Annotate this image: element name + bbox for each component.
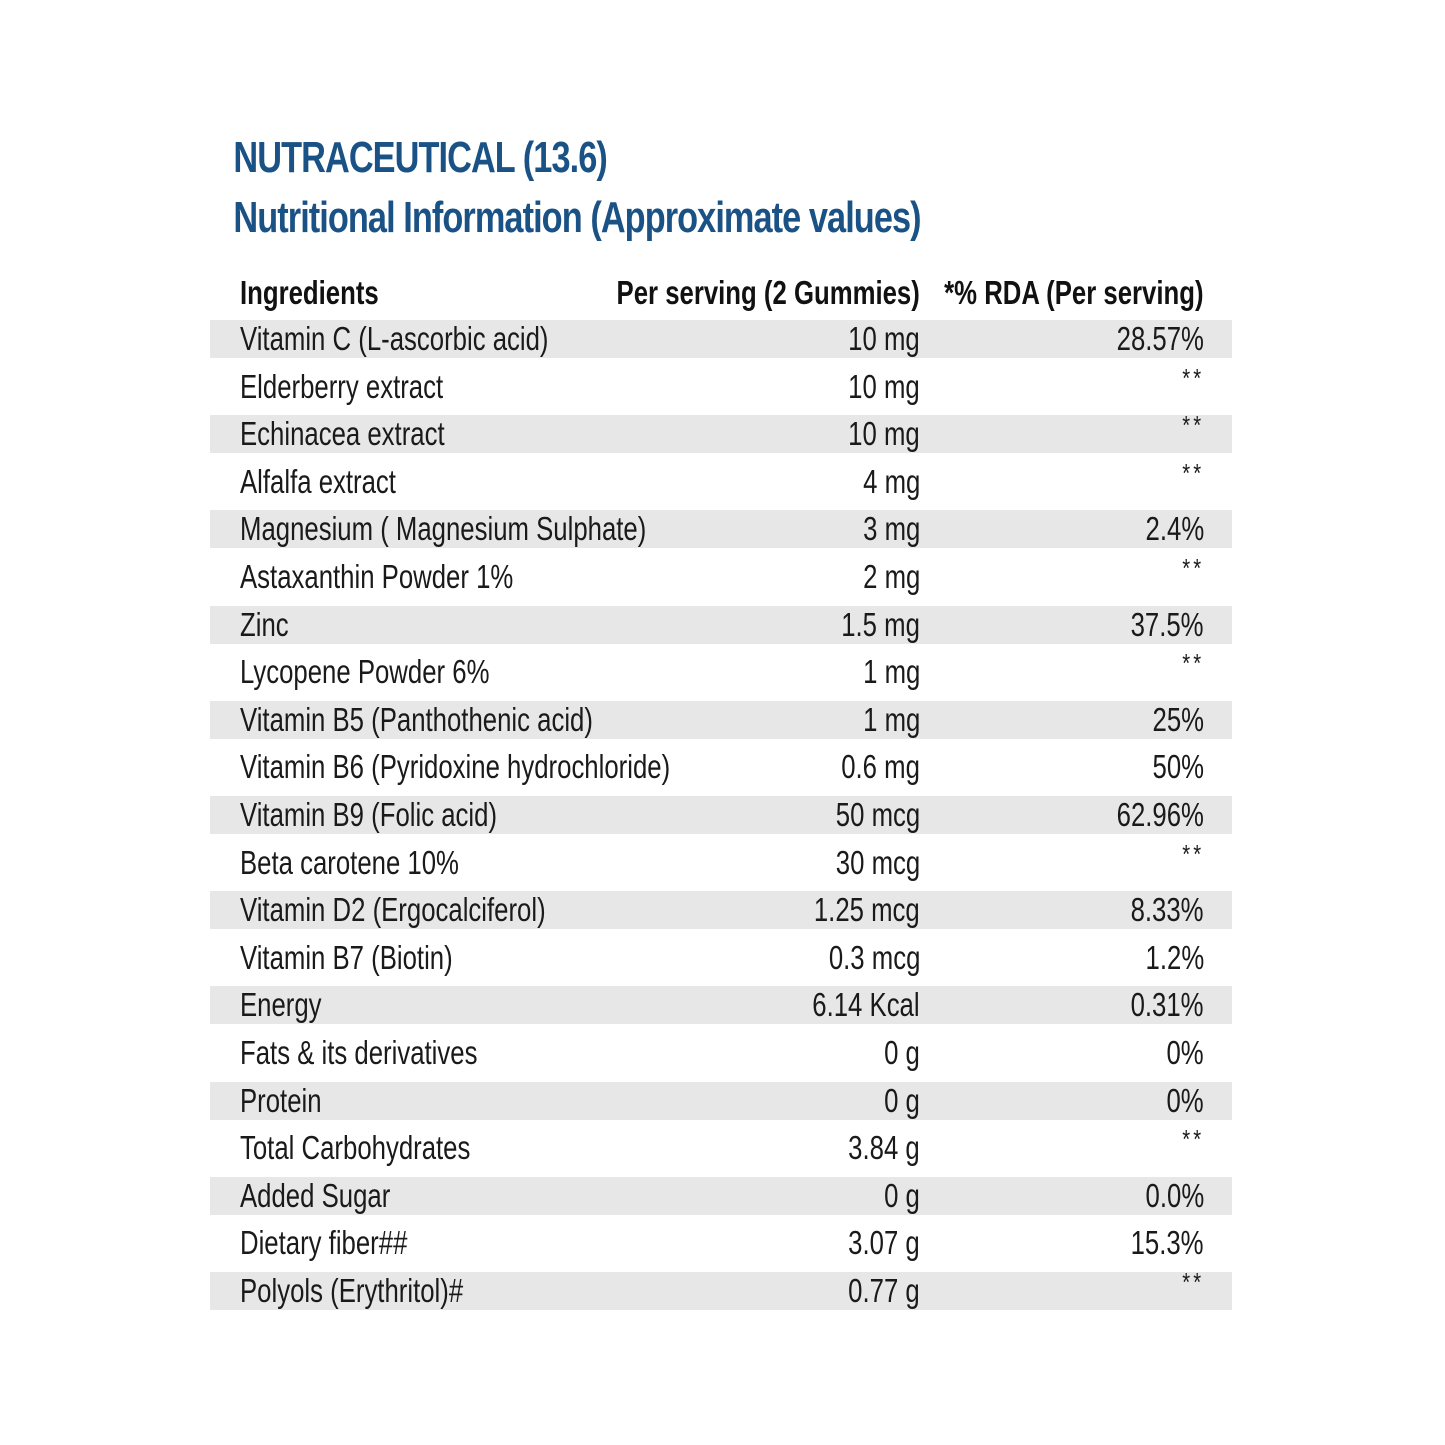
per-serving-amount: 10 mg bbox=[848, 415, 920, 453]
row-shade-band bbox=[210, 1082, 1232, 1120]
per-serving-amount: 3 mg bbox=[862, 510, 920, 548]
ingredient-name: Alfalfa extract bbox=[240, 462, 396, 500]
ingredient-name: Echinacea extract bbox=[240, 415, 445, 453]
rda-percent: ** bbox=[1181, 648, 1204, 679]
rda-percent: 1.2% bbox=[1145, 938, 1204, 976]
nutrition-panel bbox=[210, 128, 1232, 1315]
ingredient-name: Total Carbohydrates bbox=[240, 1129, 471, 1167]
ingredient-name: Vitamin B5 (Panthothenic acid) bbox=[240, 700, 593, 738]
table-row bbox=[210, 411, 1232, 459]
table-row bbox=[210, 840, 1232, 888]
rda-percent: ** bbox=[1181, 457, 1204, 488]
rda-percent: ** bbox=[1181, 552, 1204, 583]
table-row bbox=[210, 935, 1232, 983]
nutrition-heading: Nutritional Information (Approximate values) bbox=[233, 193, 921, 242]
rda-percent: ** bbox=[1181, 362, 1204, 393]
ingredient-name: Energy bbox=[240, 986, 322, 1024]
rda-percent: 0.0% bbox=[1145, 1176, 1204, 1214]
rda-percent: 25% bbox=[1152, 700, 1204, 738]
table-row bbox=[210, 364, 1232, 412]
table-row bbox=[210, 316, 1232, 364]
per-serving-amount: 1 mg bbox=[862, 700, 920, 738]
table-row bbox=[210, 744, 1232, 792]
table-row bbox=[210, 792, 1232, 840]
table-row bbox=[210, 554, 1232, 602]
ingredient-name: Vitamin D2 (Ergocalciferol) bbox=[240, 891, 546, 929]
per-serving-amount: 2 mg bbox=[862, 557, 920, 595]
header-ingredients: Ingredients bbox=[240, 274, 379, 311]
rda-percent: 15.3% bbox=[1131, 1224, 1204, 1262]
rda-percent: ** bbox=[1181, 410, 1204, 441]
ingredient-name: Zinc bbox=[240, 605, 289, 643]
rda-percent: ** bbox=[1181, 1266, 1204, 1297]
header-per-serving: Per serving (2 Gummies) bbox=[616, 274, 920, 311]
table-row bbox=[210, 459, 1232, 507]
rda-percent: 62.96% bbox=[1116, 795, 1204, 833]
ingredient-name: Vitamin B6 (Pyridoxine hydrochloride) bbox=[240, 748, 671, 786]
ingredient-name: Polyols (Erythritol)# bbox=[240, 1271, 464, 1309]
table-row bbox=[210, 1268, 1232, 1316]
per-serving-amount: 1.25 mcg bbox=[814, 891, 920, 929]
per-serving-amount: 6.14 Kcal bbox=[812, 986, 920, 1024]
table-row bbox=[210, 1220, 1232, 1268]
per-serving-amount: 50 mcg bbox=[835, 795, 920, 833]
rda-percent: 50% bbox=[1152, 748, 1204, 786]
ingredient-name: Added Sugar bbox=[240, 1176, 391, 1214]
per-serving-amount: 0.6 mg bbox=[841, 748, 920, 786]
per-serving-amount: 3.07 g bbox=[848, 1224, 920, 1262]
table-row bbox=[210, 602, 1232, 650]
table-row bbox=[210, 1125, 1232, 1173]
table-header-row bbox=[210, 270, 1232, 316]
table-row bbox=[210, 887, 1232, 935]
per-serving-amount: 3.84 g bbox=[848, 1129, 920, 1167]
ingredient-name: Magnesium ( Magnesium Sulphate) bbox=[240, 510, 647, 548]
ingredient-name: Vitamin C (L-ascorbic acid) bbox=[240, 320, 549, 357]
table-row bbox=[210, 697, 1232, 745]
ingredient-name: Vitamin B9 (Folic acid) bbox=[240, 795, 498, 833]
table-row bbox=[210, 506, 1232, 554]
per-serving-amount: 1 mg bbox=[862, 653, 920, 691]
rda-percent: 0% bbox=[1166, 1033, 1204, 1071]
per-serving-amount: 0.3 mcg bbox=[828, 938, 920, 976]
per-serving-amount: 0 g bbox=[884, 1033, 920, 1071]
header-rda: *% RDA (Per serving) bbox=[944, 274, 1204, 311]
table-body bbox=[210, 316, 1232, 1315]
rda-percent: 28.57% bbox=[1116, 320, 1204, 357]
per-serving-amount: 0.77 g bbox=[848, 1271, 920, 1309]
row-shade-band bbox=[210, 606, 1232, 644]
per-serving-amount: 0 g bbox=[884, 1081, 920, 1119]
ingredient-name: Elderberry extract bbox=[240, 367, 444, 405]
table-row bbox=[210, 1078, 1232, 1126]
per-serving-amount: 0 g bbox=[884, 1176, 920, 1214]
rda-percent: 0% bbox=[1166, 1081, 1204, 1119]
ingredient-name: Dietary fiber## bbox=[240, 1224, 408, 1262]
per-serving-amount: 1.5 mg bbox=[841, 605, 920, 643]
rda-percent: 8.33% bbox=[1131, 891, 1204, 929]
ingredient-name: Vitamin B7 (Biotin) bbox=[240, 938, 453, 976]
per-serving-amount: 10 mg bbox=[848, 367, 920, 405]
rda-percent: ** bbox=[1181, 838, 1204, 869]
table-row bbox=[210, 982, 1232, 1030]
ingredient-name: Protein bbox=[240, 1081, 322, 1119]
ingredient-name: Astaxanthin Powder 1% bbox=[240, 557, 514, 595]
rda-percent: ** bbox=[1181, 1124, 1204, 1155]
nutrition-table bbox=[210, 270, 1232, 1315]
rda-percent: 37.5% bbox=[1131, 605, 1204, 643]
rda-percent: 2.4% bbox=[1145, 510, 1204, 548]
row-shade-band bbox=[210, 986, 1232, 1024]
table-row bbox=[210, 1173, 1232, 1221]
ingredient-name: Fats & its derivatives bbox=[240, 1033, 478, 1071]
rda-percent: 0.31% bbox=[1131, 986, 1204, 1024]
per-serving-amount: 30 mcg bbox=[835, 843, 920, 881]
per-serving-amount: 4 mg bbox=[862, 462, 920, 500]
product-title: NUTRACEUTICAL (13.6) bbox=[233, 133, 607, 182]
ingredient-name: Beta carotene 10% bbox=[240, 843, 459, 881]
per-serving-amount: 10 mg bbox=[848, 320, 920, 357]
table-row bbox=[210, 1030, 1232, 1078]
ingredient-name: Lycopene Powder 6% bbox=[240, 653, 490, 691]
table-row bbox=[210, 649, 1232, 697]
